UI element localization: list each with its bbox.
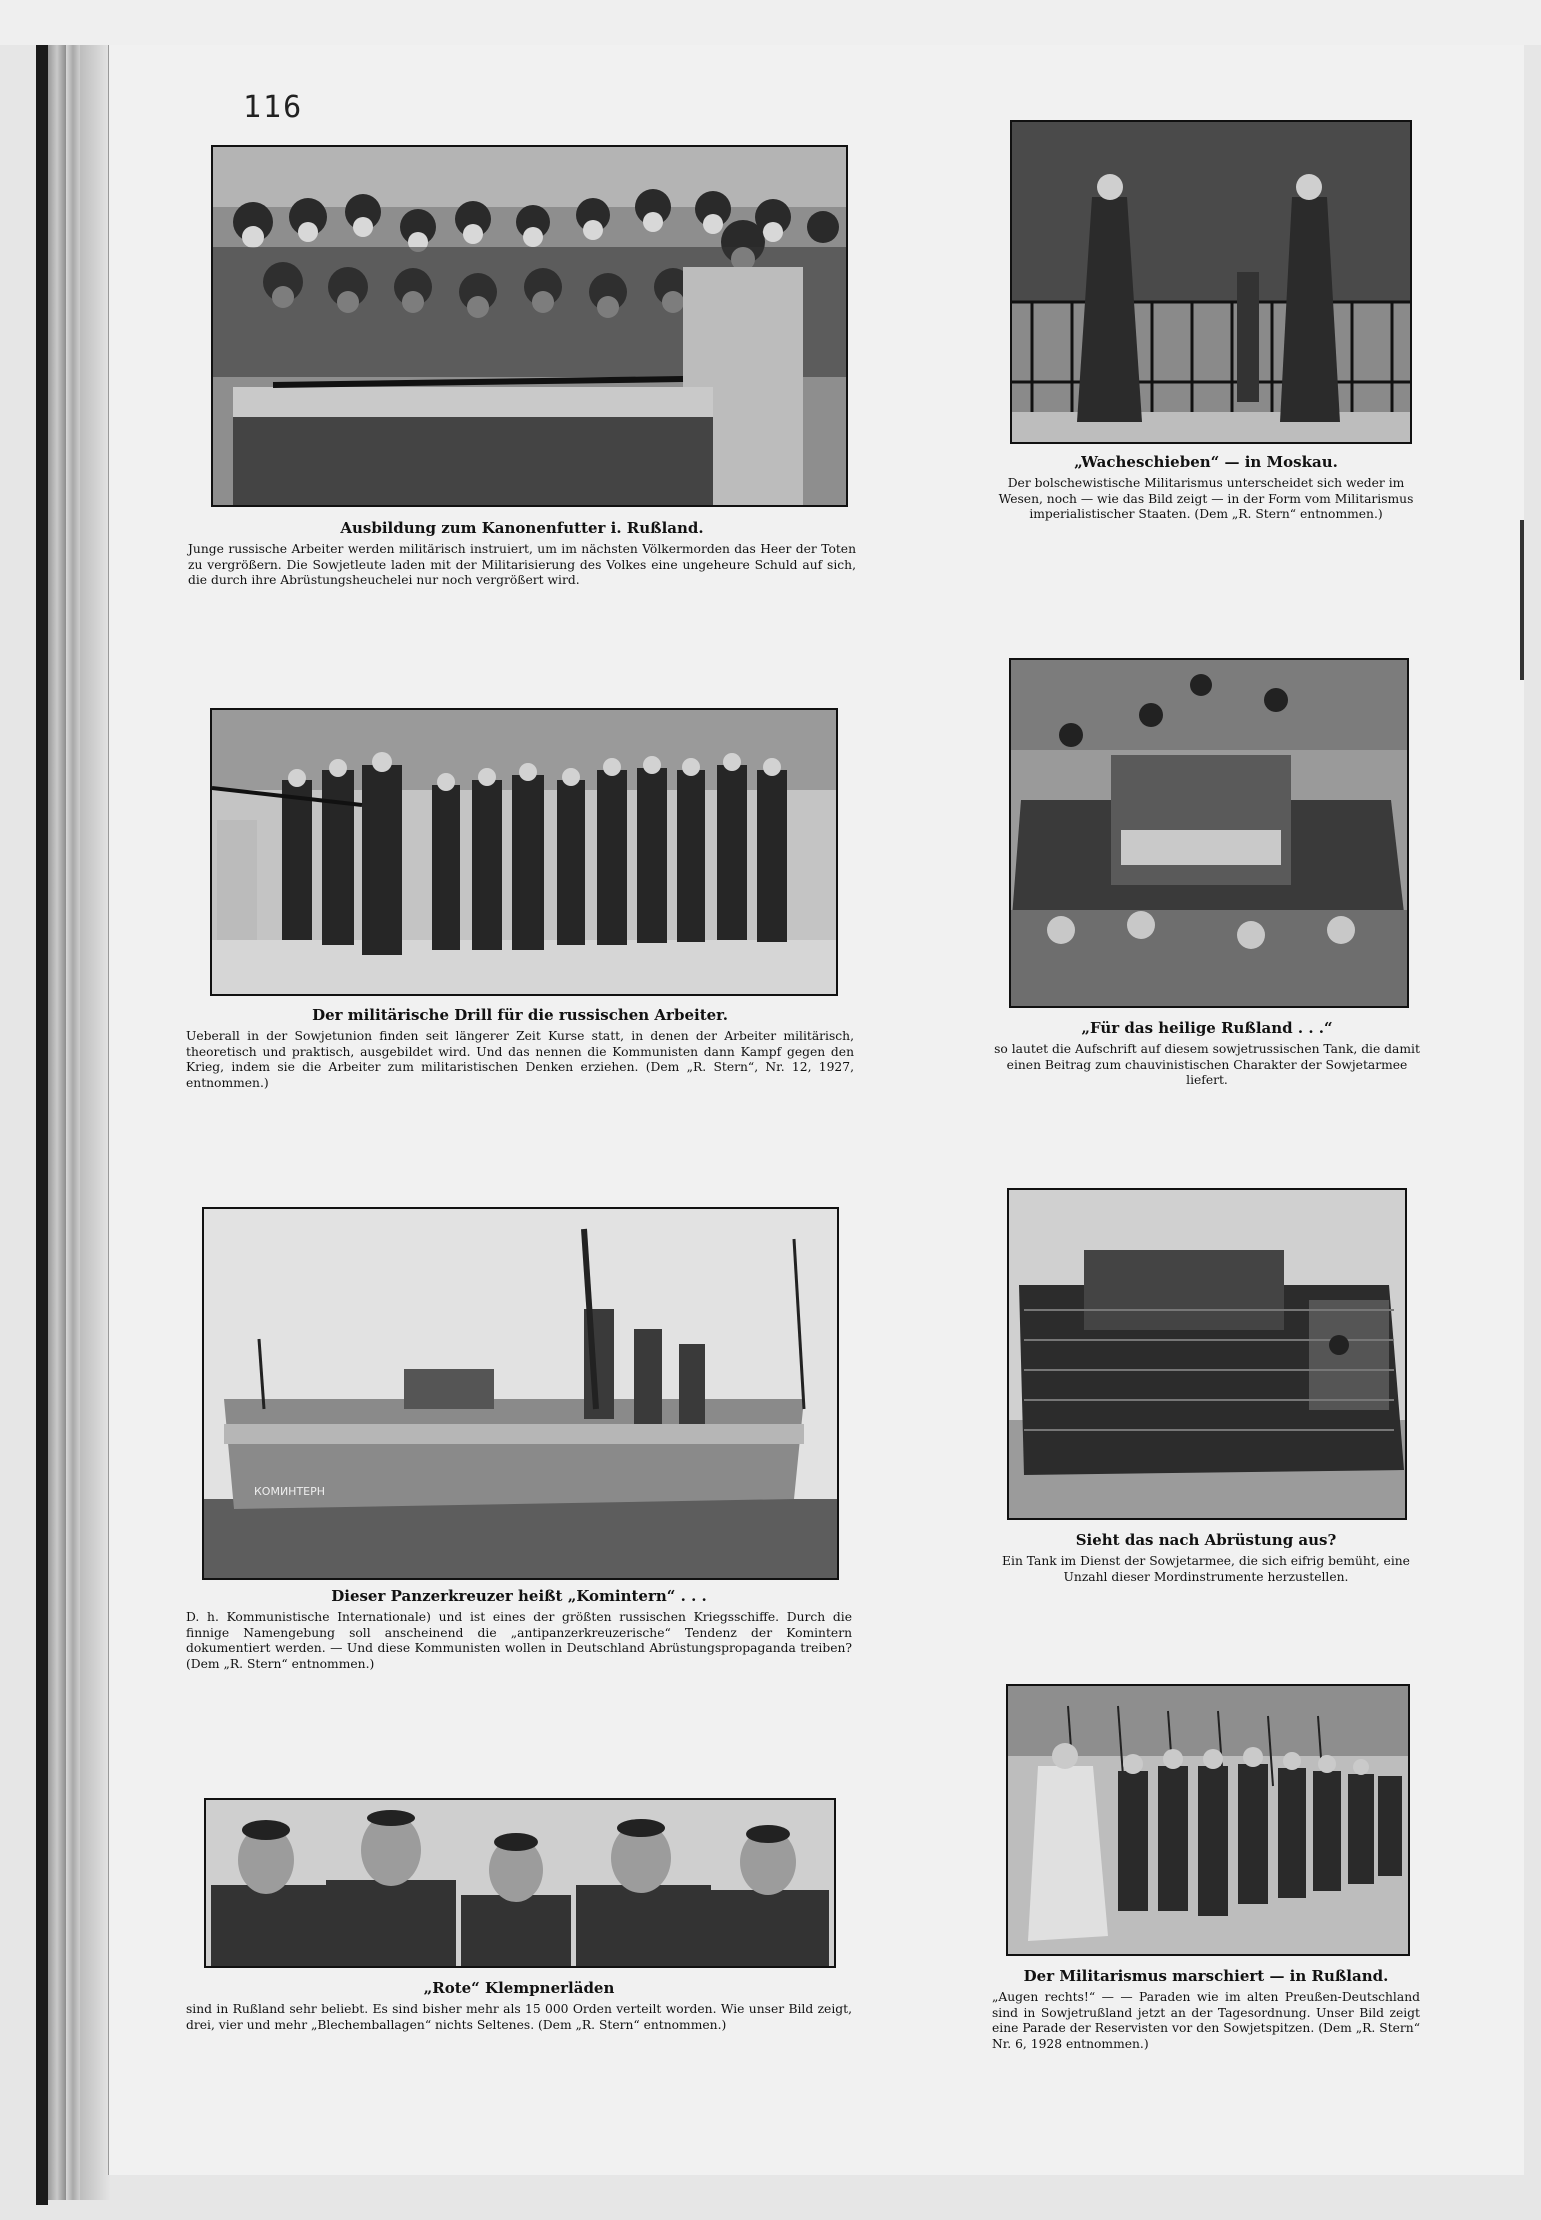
article-title: Der Militarismus marschiert — in Rußland. <box>1023 1967 1389 1985</box>
page-number: 116 <box>243 90 304 125</box>
article-title: Dieser Panzerkreuzer heißt „Komintern“ . . . <box>331 1587 707 1605</box>
article-body: Ueberall in der Sowjetunion finden seit längerer Zeit Kurse statt, in denen der Arbeiter militärisch, theoretisch und praktisch, ausgebildet wird. Und das nennen die Kommunisten dann Kampf gegen den Krieg, indem sie die Arbeiter zum militaristischen Denken erziehen. (Dem „R. Stern“, Nr. 12, 1927, entnommen.) <box>186 1029 854 1090</box>
caption-abruestung <box>990 1530 1422 1585</box>
article-body: „Augen rechts!“ — — Paraden wie im alten Preußen-Deutschland sind in Sowjetrußland jetzt an der Tagesordnung. Unser Bild zeigt eine Parade der Reservisten vor den Sowjetspitzen. (Dem „R. Stern“ Nr. 6, 1928 entnommen.) <box>992 1990 1420 2051</box>
article-title: „Rote“ Klempnerläden <box>423 1979 615 1997</box>
article-title: Der militärische Drill für die russischen Arbeiter. <box>312 1006 728 1024</box>
page-edges <box>80 45 110 2200</box>
article-body: sind in Rußland sehr beliebt. Es sind bisher mehr als 15 000 Orden verteilt worden. Wie unser Bild zeigt, drei, vier und mehr „Blechemballagen“ nichts Seltenes. (Dem „R. Stern“ entnommen.) <box>186 2002 852 2032</box>
caption-militarismus <box>992 1966 1420 2052</box>
caption-drill <box>186 1005 854 1091</box>
caption-kanonenfutter <box>188 518 856 589</box>
caption-wacheschieben <box>990 452 1422 523</box>
photo-wacheschieben <box>1010 120 1412 444</box>
scan-artifact <box>1520 520 1524 680</box>
ship-hull-name: КОМИНТЕРН <box>254 1485 326 1498</box>
scan-top-margin <box>0 0 1541 45</box>
book-binding <box>36 45 48 2205</box>
page-edges <box>48 45 66 2200</box>
article-body: so lautet die Aufschrift auf diesem sowjetrussischen Tank, die damit einen Beitrag zum chauvinistischen Charakter der Sowjetarmee liefert. <box>994 1042 1420 1087</box>
article-title: Sieht das nach Abrüstung aus? <box>1075 1531 1337 1549</box>
photo-kanonenfutter <box>211 145 848 507</box>
article-body: D. h. Kommunistische Internationale) und ist eines der größten russischen Kriegsschiffe. Durch die finnige Namengebung soll anscheinend die „antipanzerkreuzerische“ Tendenz der Komintern dokumentiert werden. — Und diese Kommunisten wollen in Deutschland Abrüstungspropaganda treiben? (Dem „R. Stern“ entnommen.) <box>186 1610 852 1671</box>
article-title: „Wacheschieben“ — in Moskau. <box>1074 453 1338 471</box>
photo-heiliges-russland <box>1009 658 1409 1008</box>
caption-komintern <box>186 1586 852 1672</box>
photo-abruestung <box>1007 1188 1407 1520</box>
article-title: „Für das heilige Rußland . . .“ <box>1081 1019 1333 1037</box>
page-edges <box>66 45 80 2200</box>
photo-militarismus <box>1006 1684 1410 1956</box>
article-title: Ausbildung zum Kanonenfutter i. Rußland. <box>340 519 704 537</box>
photo-klempnerlaeden <box>204 1798 836 1968</box>
caption-heiliges-russland <box>992 1018 1422 1089</box>
photo-drill <box>210 708 838 996</box>
photo-komintern <box>202 1207 839 1580</box>
caption-klempnerlaeden <box>186 1978 852 2033</box>
article-body: Der bolschewistische Militarismus unterscheidet sich weder im Wesen, noch — wie das Bild zeigt — in der Form vom Militarismus imperialistischer Staaten. (Dem „R. Stern“ entnommen.) <box>998 476 1414 521</box>
article-body: Ein Tank im Dienst der Sowjetarmee, die sich eifrig bemüht, eine Unzahl dieser Mordinstrumente herzustellen. <box>1002 1554 1410 1584</box>
article-body: Junge russische Arbeiter werden militärisch instruiert, um im nächsten Völkermorden das Heer der Toten zu vergrößern. Die Sowjetleute laden mit der Militarisierung des Volkes eine ungeheure Schuld auf sich, die durch ihre Abrüstungsheuchelei nur noch vergrößert wird. <box>188 542 856 587</box>
